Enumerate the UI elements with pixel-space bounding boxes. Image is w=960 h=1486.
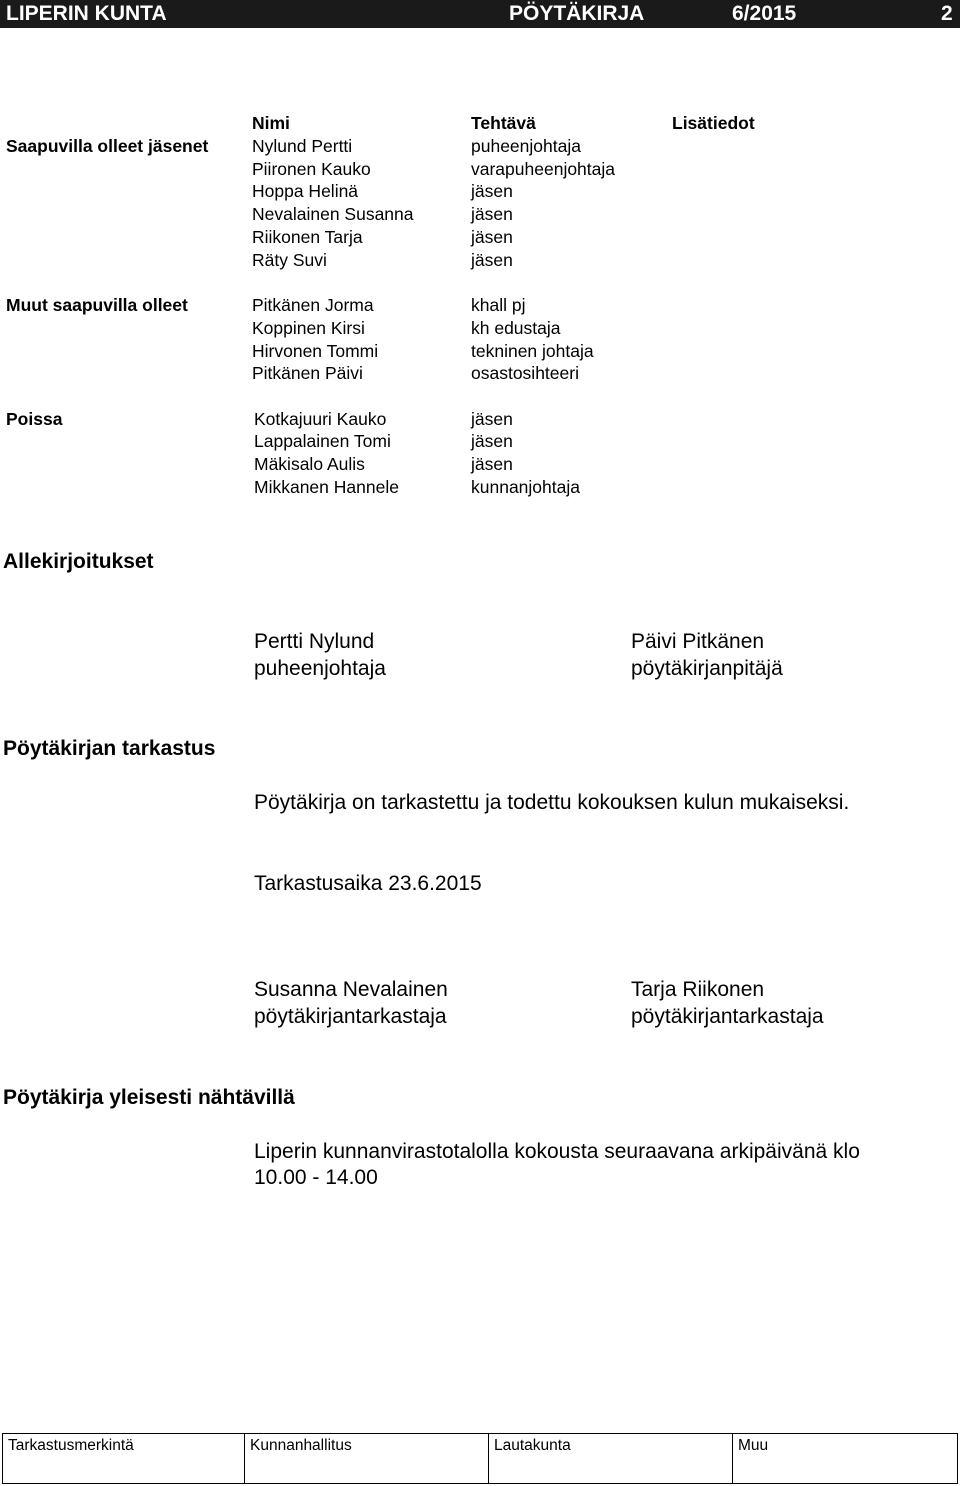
reviewer-title-left: pöytäkirjantarkastaja bbox=[254, 1005, 447, 1028]
member-role: kh edustaja bbox=[471, 318, 561, 338]
member-role: osastosihteeri bbox=[471, 363, 579, 383]
footer-cell-board: Kunnanhallitus bbox=[245, 1434, 489, 1484]
footer-row bbox=[3, 1434, 958, 1484]
member-name: Mäkisalo Aulis bbox=[254, 454, 365, 474]
member-role: jäsen bbox=[471, 250, 513, 270]
review-heading: Pöytäkirjan tarkastus bbox=[3, 737, 216, 760]
group-label-present-members: Saapuvilla olleet jäsenet bbox=[6, 136, 209, 156]
footer-cell-committee: Lautakunta bbox=[489, 1434, 733, 1484]
document-type: PÖYTÄKIRJA bbox=[509, 2, 645, 25]
member-role: kunnanjohtaja bbox=[471, 477, 580, 497]
reviewer-title-right: pöytäkirjantarkastaja bbox=[631, 1005, 824, 1028]
member-name: Räty Suvi bbox=[252, 250, 327, 270]
member-name: Pitkänen Päivi bbox=[252, 363, 363, 383]
document-header bbox=[0, 0, 960, 28]
member-name: Riikonen Tarja bbox=[252, 227, 363, 247]
member-role: jäsen bbox=[471, 204, 513, 224]
public-display-hours: 10.00 - 14.00 bbox=[254, 1166, 378, 1189]
member-name: Hirvonen Tommi bbox=[252, 341, 379, 361]
org-name: LIPERIN KUNTA bbox=[6, 2, 167, 25]
member-role: tekninen johtaja bbox=[471, 341, 594, 361]
footer-table bbox=[2, 1433, 958, 1484]
signer-name-secretary: Päivi Pitkänen bbox=[631, 630, 765, 653]
page-number: 2 bbox=[941, 2, 953, 25]
member-name: Nylund Pertti bbox=[252, 136, 353, 156]
signer-name-chair: Pertti Nylund bbox=[254, 630, 375, 653]
member-role: puheenjohtaja bbox=[471, 136, 581, 156]
member-role: varapuheenjohtaja bbox=[471, 159, 616, 179]
member-name: Nevalainen Susanna bbox=[252, 204, 414, 224]
member-name: Hoppa Helinä bbox=[252, 181, 359, 201]
reviewer-name-right: Tarja Riikonen bbox=[631, 978, 765, 1001]
member-role: jäsen bbox=[471, 431, 513, 451]
member-name: Mikkanen Hannele bbox=[254, 477, 399, 497]
column-header-notes: Lisätiedot bbox=[672, 113, 755, 133]
member-role: jäsen bbox=[471, 227, 513, 247]
member-role: jäsen bbox=[471, 181, 513, 201]
reviewer-name-left: Susanna Nevalainen bbox=[254, 978, 448, 1001]
member-name: Lappalainen Tomi bbox=[254, 431, 391, 451]
review-statement: Pöytäkirja on tarkastettu ja todettu kokouksen kulun mukaiseksi. bbox=[254, 791, 850, 814]
member-role: jäsen bbox=[471, 409, 513, 429]
signer-title-chair: puheenjohtaja bbox=[254, 657, 386, 680]
signer-title-secretary: pöytäkirjanpitäjä bbox=[631, 657, 783, 680]
column-header-name: Nimi bbox=[252, 113, 290, 133]
member-role: khall pj bbox=[471, 295, 526, 315]
signatures-heading: Allekirjoitukset bbox=[3, 550, 154, 573]
column-header-role: Tehtävä bbox=[471, 113, 536, 133]
public-display-heading: Pöytäkirja yleisesti nähtävillä bbox=[3, 1086, 295, 1109]
footer-cell-review-mark: Tarkastusmerkintä bbox=[3, 1434, 245, 1484]
member-name: Kotkajuuri Kauko bbox=[254, 409, 387, 429]
footer-cell-other: Muu bbox=[733, 1434, 958, 1484]
document-number: 6/2015 bbox=[732, 2, 797, 25]
review-date: Tarkastusaika 23.6.2015 bbox=[254, 872, 482, 895]
group-label-other-present: Muut saapuvilla olleet bbox=[6, 295, 188, 315]
member-role: jäsen bbox=[471, 454, 513, 474]
member-name: Koppinen Kirsi bbox=[252, 318, 365, 338]
member-name: Pitkänen Jorma bbox=[252, 295, 374, 315]
group-label-absent: Poissa bbox=[6, 409, 63, 429]
public-display-text: Liperin kunnanvirastotalolla kokousta seuraavana arkipäivänä klo bbox=[254, 1140, 860, 1163]
member-name: Piironen Kauko bbox=[252, 159, 371, 179]
